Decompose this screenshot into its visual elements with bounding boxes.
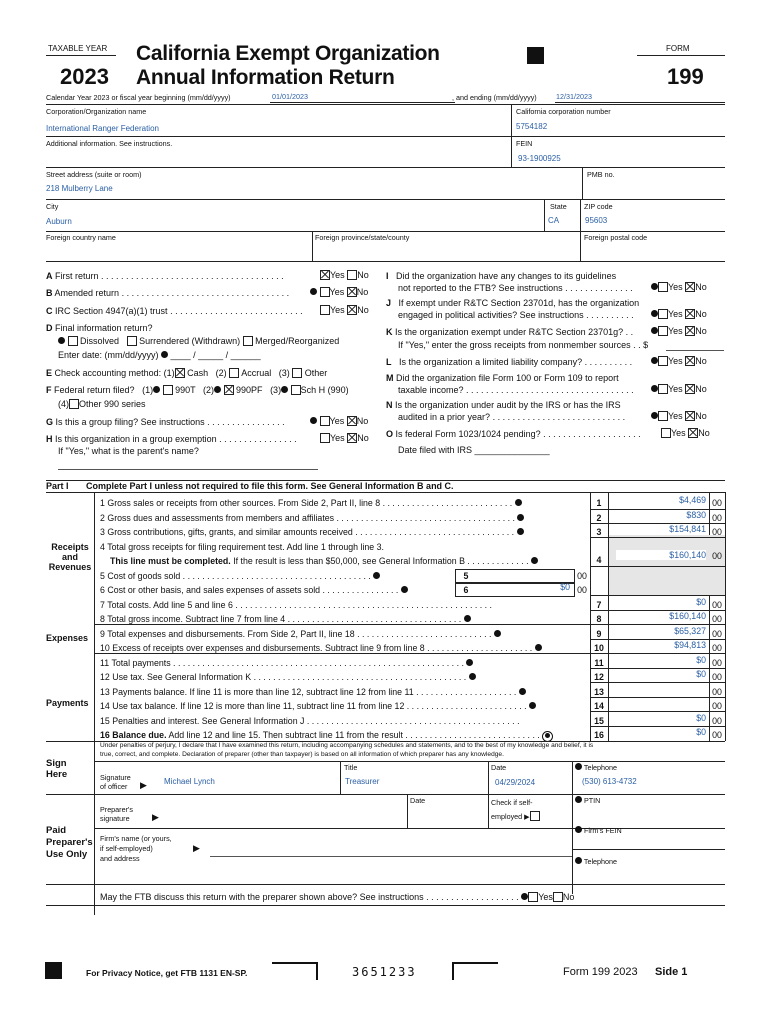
firm-name-field[interactable]: [210, 856, 572, 857]
question-i-line2: not reported to the FTB? See instructions . . . . . . . . . . . . . .: [398, 283, 633, 293]
fein-label: FEIN: [516, 139, 533, 148]
corner-mark: [452, 962, 498, 980]
line-13-num: 13: [594, 687, 604, 697]
question-g: G Is this a group filing? See instructions . . . . . . . . . . . . . . . .: [46, 417, 285, 427]
line-6: 6 Cost or other basis, and sales expenses of assets sold . . . . . . . . . . . . . . . .: [100, 585, 408, 595]
street-field[interactable]: 218 Mulberry Lane: [46, 184, 113, 193]
line-11: 11 Total payments . . . . . . . . . . . . . . . . . . . . . . . . . . . . . . . . . . . . . . . . . . . . . . . . . . . . . . . . . . . .: [100, 658, 473, 668]
paid-preparer-label: Paid Preparer's Use Only: [46, 825, 93, 860]
line-14: 14 Use tax balance. If line 12 is more than line 11, subtract line 11 from line 12 . . . . . . . . . . . . . . . . . . . . . . . . .: [100, 701, 536, 711]
city-field[interactable]: Auburn: [46, 217, 72, 226]
question-o: O Is federal Form 1023/1024 pending? . . . . . . . . . . . . . . . . . . . .: [386, 429, 641, 439]
form-title-line1: California Exempt Organization: [136, 42, 440, 65]
question-b: B Amended return . . . . . . . . . . . . . . . . . . . . . . . . . . . . . . . . . .: [46, 288, 290, 298]
question-m-answer: Yes No: [651, 384, 707, 394]
dissolved-checkbox[interactable]: [68, 336, 78, 346]
form-title-line2: Annual Information Return: [136, 66, 395, 89]
state-field[interactable]: CA: [548, 216, 560, 225]
province-label: Foreign province/state/county: [315, 233, 410, 242]
question-k-yes-checkbox[interactable]: [658, 326, 668, 336]
question-b-answer: Yes No: [310, 287, 368, 297]
question-c: C IRC Section 4947(a)(1) trust . . . . . . . . . . . . . . . . . . . . . . . . . . .: [46, 306, 303, 316]
line-3-num: 3: [596, 527, 602, 537]
line-10: 10 Excess of receipts over expenses and disbursements. Subtract line 9 from line 8 . . . . . . . . . . . . . . . . . . . . . .: [100, 643, 542, 653]
cash-checkbox[interactable]: [175, 368, 185, 378]
part1-title: Complete Part I unless not required to file this form. See General Information B and C.: [86, 481, 454, 491]
sign-here-label: Sign Here: [46, 758, 68, 780]
line-5-cents: 00: [577, 571, 587, 581]
line-1-cents: 00: [712, 498, 722, 508]
question-k-answer: Yes No: [651, 326, 707, 336]
state-label: State: [550, 202, 567, 211]
question-a-yes-checkbox[interactable]: [320, 270, 330, 280]
line-8-amount[interactable]: $160,140: [669, 611, 706, 621]
firm-name-label: Firm's name (or yours, if self-employed) and address: [100, 834, 172, 863]
surrendered-checkbox[interactable]: [127, 336, 137, 346]
line-2-num: 2: [596, 513, 602, 523]
line-8-cents: 00: [712, 614, 722, 624]
question-b-yes-checkbox[interactable]: [320, 287, 330, 297]
perjury-line1: Under penalties of perjury, I declare that I have examined this return, including accompanying schedules and statements, and to the best of my knowledge and belief, it is: [100, 742, 594, 749]
street-label: Street address (suite or room): [46, 170, 142, 179]
arrow-icon: ▶: [152, 812, 159, 822]
question-j-yes-checkbox[interactable]: [658, 309, 668, 319]
line-9-num: 9: [596, 629, 602, 639]
tax-year: 2023: [60, 64, 109, 89]
line-7-amount[interactable]: $0: [696, 597, 706, 607]
self-employed-label: Check if self- employed ▶: [491, 798, 540, 821]
line-15-cents: 00: [712, 716, 722, 726]
question-b-no-checkbox[interactable]: [347, 287, 357, 297]
question-j-answer: Yes No: [651, 309, 707, 319]
question-g-yes-checkbox[interactable]: [320, 416, 330, 426]
corner-mark: [272, 962, 318, 980]
line-2: 2 Gross dues and assessments from members and affiliates . . . . . . . . . . . . . . . . . . . . . . . . . . . . . . . . . . . . .: [100, 513, 524, 523]
line-10-amount[interactable]: $94,813: [674, 640, 706, 650]
form-number: 199: [667, 64, 704, 89]
perjury-line2: true, correct, and complete. Declaration of preparer (other than taxpayer) is based on all information of which preparer has any knowledge.: [100, 751, 504, 758]
postal-label: Foreign postal code: [584, 233, 648, 242]
line-1-amount[interactable]: $4,469: [679, 495, 706, 505]
privacy-notice: For Privacy Notice, get FTB 1131 EN-SP.: [86, 968, 248, 978]
line-12: 12 Use tax. See General Information K . . . . . . . . . . . . . . . . . . . . . . . . . . . . . . . . . . . . . . . . . . . .: [100, 672, 476, 682]
line-9-amount[interactable]: $65,327: [674, 626, 706, 636]
question-h-no-checkbox[interactable]: [347, 433, 357, 443]
officer-title-field[interactable]: Treasurer: [345, 777, 380, 786]
org-name-field[interactable]: International Ranger Federation: [46, 124, 159, 133]
line-11-num: 11: [594, 658, 604, 668]
question-l-yes-checkbox[interactable]: [658, 356, 668, 366]
form-label: FORM: [666, 44, 690, 53]
fein-field[interactable]: 93-1900925: [518, 154, 561, 163]
zip-field[interactable]: 95603: [585, 216, 608, 225]
question-d-options: Dissolved Surrendered (Withdrawn) Merged/Reorganized: [58, 336, 339, 346]
question-f: F Federal return filed? (1) 990T (2) 990PF (3) Sch H (990): [46, 385, 349, 395]
parent-name-field[interactable]: [58, 469, 318, 470]
form-code: 3651233: [352, 965, 417, 979]
accrual-checkbox[interactable]: [229, 368, 239, 378]
line-5-num: 5: [463, 571, 469, 581]
question-n-line2: audited in a prior year? . . . . . . . . . . . . . . . . . . . . . . . . . . .: [398, 412, 626, 422]
line-10-cents: 00: [712, 643, 722, 653]
side-label: Side 1: [655, 966, 688, 978]
question-k-no-checkbox[interactable]: [685, 326, 695, 336]
taxable-year-label: TAXABLE YEAR: [48, 44, 108, 53]
question-j: J If exempt under R&TC Section 23701d, has the organization: [386, 298, 640, 308]
ca-corp-field[interactable]: 5754182: [516, 122, 548, 131]
line-11-cents: 00: [712, 658, 722, 668]
signature-label: Signature of officer: [100, 773, 131, 791]
question-j-no-checkbox[interactable]: [685, 309, 695, 319]
line-4-amount[interactable]: $160,140: [616, 550, 706, 560]
line-8: 8 Total gross income. Subtract line 7 from line 4 . . . . . . . . . . . . . . . . . . . . . . . . . . . . . . . . . . . .: [100, 614, 471, 624]
line-8-num: 8: [596, 614, 602, 624]
other-990-checkbox[interactable]: [69, 399, 79, 409]
question-n-no-checkbox[interactable]: [685, 411, 695, 421]
question-c-answer: Yes No: [320, 305, 369, 315]
line-7: 7 Total costs. Add line 5 and line 6 . . . . . . . . . . . . . . . . . . . . . . . . . . . . . . . . . . . . . . . . . . . . . . . . . . . . .: [100, 600, 492, 610]
telephone-field[interactable]: (530) 613-4732: [582, 777, 637, 786]
arrow-icon: ▶: [140, 780, 147, 790]
ptin-label: PTIN: [575, 796, 600, 805]
pmb-label: PMB no.: [587, 170, 615, 179]
question-j-line2: engaged in political activities? See instructions . . . . . . . . . .: [398, 310, 634, 320]
line-3: 3 Gross contributions, gifts, grants, and similar amounts received . . . . . . . . . . . . . . . . . . . . . . . . . . . . . . . . .: [100, 527, 524, 537]
preparer-telephone-label: Telephone: [575, 857, 617, 866]
line-6-amount[interactable]: $0: [560, 582, 570, 592]
form-footer-label: Form 199 2023: [563, 966, 638, 978]
period-end-field[interactable]: 12/31/2023: [556, 92, 592, 101]
line-9: 9 Total expenses and disbursements. From Side 2, Part II, line 18 . . . . . . . . . . . . . . . . . . . . . . . . . . . .: [100, 629, 501, 639]
firm-fein-label: Firm's FEIN: [575, 826, 622, 835]
line-5: 5 Cost of goods sold . . . . . . . . . . . . . . . . . . . . . . . . . . . . . . . . . . . . . . .: [100, 571, 380, 581]
officer-signature-field[interactable]: Michael Lynch: [164, 777, 215, 786]
line-16: 16 Balance due. Add line 12 and line 15. Then subtract line 11 from the result . . . . . . . . . . . . . . . . . . . . . . . . . . . .: [100, 730, 553, 742]
question-m-line2: taxable income? . . . . . . . . . . . . . . . . . . . . . . . . . . . . . . . . . .: [398, 385, 634, 395]
country-label: Foreign country name: [46, 233, 116, 242]
payments-label: Payments: [46, 698, 89, 708]
line-10-num: 10: [594, 643, 604, 653]
title-label: Title: [344, 763, 358, 772]
line-2-amount[interactable]: $830: [686, 510, 706, 520]
line-14-cents: 00: [712, 701, 722, 711]
line-4-num: 4: [596, 555, 602, 565]
990t-checkbox[interactable]: [163, 385, 173, 395]
question-m-no-checkbox[interactable]: [685, 384, 695, 394]
period-begin-field[interactable]: 01/01/2023: [272, 92, 308, 101]
discuss-question: May the FTB discuss this return with the preparer shown above? See instructions . . . . . . . . . . . . . . . . . . . Yes No: [100, 892, 575, 902]
question-d: D Final information return?: [46, 323, 153, 333]
preparer-signature-label: Preparer's signature: [100, 805, 133, 823]
question-o-yes-checkbox[interactable]: [661, 428, 671, 438]
line-6-cents: 00: [577, 585, 587, 595]
question-c-no-checkbox[interactable]: [347, 305, 357, 315]
question-g-no-checkbox[interactable]: [347, 416, 357, 426]
zip-label: ZIP code: [584, 202, 613, 211]
question-h: H Is this organization in a group exemption . . . . . . . . . . . . . . . .: [46, 434, 297, 444]
part1-label: Part I: [46, 481, 69, 491]
period-end-label: , and ending (mm/dd/yyyy): [452, 93, 537, 102]
question-h-yes-checkbox[interactable]: [320, 433, 330, 443]
question-i-no-checkbox[interactable]: [685, 282, 695, 292]
line-4: 4 Total gross receipts for filing requirement test. Add line 1 through line 3.: [100, 542, 384, 552]
question-d-date: Enter date: (mm/dd/yyyy) ____ / _____ / ______: [58, 350, 261, 360]
line-16-amount[interactable]: $0: [696, 727, 706, 737]
question-n-yes-checkbox[interactable]: [658, 411, 668, 421]
telephone-label: Telephone: [575, 763, 617, 772]
question-l: L Is the organization a limited liability company? . . . . . . . . . .: [386, 357, 633, 367]
line-16-num: 16: [594, 730, 604, 740]
question-l-no-checkbox[interactable]: [685, 356, 695, 366]
line-7-num: 7: [596, 600, 602, 610]
question-g-answer: Yes No: [310, 416, 368, 426]
discuss-no-checkbox[interactable]: [553, 892, 563, 902]
additional-info-label: Additional information. See instructions.: [46, 139, 173, 148]
sign-date-field[interactable]: 04/29/2024: [495, 778, 536, 787]
question-h-parent: If "Yes," what is the parent's name?: [58, 446, 199, 456]
expenses-label: Expenses: [46, 633, 89, 643]
preparer-date-label: Date: [410, 796, 426, 805]
990pf-checkbox[interactable]: [224, 385, 234, 395]
question-o-no-checkbox[interactable]: [688, 428, 698, 438]
period-begin-label: Calendar Year 2023 or fiscal year beginning (mm/dd/yyyy): [46, 93, 231, 102]
line-7-cents: 00: [712, 600, 722, 610]
question-a: A First return . . . . . . . . . . . . . . . . . . . . . . . . . . . . . . . . . . . . .: [46, 271, 284, 281]
line-3-amount[interactable]: $154,841: [669, 524, 706, 534]
question-c-yes-checkbox[interactable]: [320, 305, 330, 315]
line-13-cents: 00: [712, 687, 722, 697]
question-a-answer: Yes No: [320, 270, 369, 280]
line-16-cents: 00: [712, 730, 722, 740]
arrow-icon: ▶: [193, 843, 200, 853]
line-2-cents: 00: [712, 513, 722, 523]
question-e: E Check accounting method: (1) Cash (2) Accrual (3) Other: [46, 368, 328, 378]
line-1-num: 1: [596, 498, 602, 508]
line-14-num: 14: [594, 701, 604, 711]
line-4-cents: 00: [712, 551, 722, 561]
question-i: I Did the organization have any changes to its guidelines: [386, 271, 617, 281]
question-n: N Is the organization under audit by the IRS or has the IRS: [386, 400, 621, 410]
line-9-cents: 00: [712, 629, 722, 639]
line-15-amount[interactable]: $0: [696, 713, 706, 723]
scan-mark: [45, 962, 62, 979]
org-name-label: Corporation/Organization name: [46, 107, 147, 116]
question-m-yes-checkbox[interactable]: [658, 384, 668, 394]
city-label: City: [46, 202, 59, 211]
receipts-label: Receipts and Revenues: [48, 542, 92, 572]
question-k: K Is the organization exempt under R&TC Section 23701g? . .: [386, 327, 634, 337]
line-12-amount[interactable]: $0: [696, 669, 706, 679]
question-i-yes-checkbox[interactable]: [658, 282, 668, 292]
line-12-cents: 00: [712, 672, 722, 682]
line-15: 15 Penalties and interest. See General Information J . . . . . . . . . . . . . . . . . . . . . . . . . . . . . . . . . . . . . . . . . . . .: [100, 716, 520, 726]
question-h-answer: Yes No: [320, 433, 369, 443]
question-i-answer: Yes No: [651, 282, 707, 292]
line-6-num: 6: [463, 585, 469, 595]
ca-corp-label: California corporation number: [516, 107, 611, 116]
line-12-num: 12: [594, 672, 604, 682]
self-employed-checkbox[interactable]: [530, 811, 540, 821]
question-m: M Did the organization file Form 100 or Form 109 to report: [386, 373, 619, 383]
question-a-no-checkbox[interactable]: [347, 270, 357, 280]
question-n-answer: Yes No: [651, 411, 707, 421]
discuss-yes-checkbox[interactable]: [528, 892, 538, 902]
line-1: 1 Gross sales or receipts from other sources. From Side 2, Part II, line 8 . . . . . . . . . . . . . . . . . . . . . . . . . . .: [100, 498, 522, 508]
question-f4: (4) Other 990 series: [58, 399, 146, 409]
question-o-answer: Yes No: [661, 428, 710, 438]
sch-h-checkbox[interactable]: [291, 385, 301, 395]
nonmember-receipts-field[interactable]: [666, 350, 724, 351]
line-3-cents: 00: [712, 527, 722, 537]
question-o-date: Date filed with IRS _______________: [398, 445, 550, 455]
shaded-area: [609, 535, 725, 595]
date-label: Date: [491, 763, 507, 772]
line-15-num: 15: [594, 716, 604, 726]
line-4-cont: This line must be completed. If the result is less than $50,000, see General Information B . . . . . . . . . . . . .: [110, 556, 538, 566]
question-k-line2: If "Yes," enter the gross receipts from nonmember sources . . $: [398, 340, 649, 350]
merged-checkbox[interactable]: [243, 336, 253, 346]
scan-mark: [527, 47, 544, 64]
line-11-amount[interactable]: $0: [696, 655, 706, 665]
other-method-checkbox[interactable]: [292, 368, 302, 378]
question-l-answer: Yes No: [651, 356, 707, 366]
line-13: 13 Payments balance. If line 11 is more than line 12, subtract line 12 from line 11 . . . . . . . . . . . . . . . . . . . . .: [100, 687, 526, 697]
